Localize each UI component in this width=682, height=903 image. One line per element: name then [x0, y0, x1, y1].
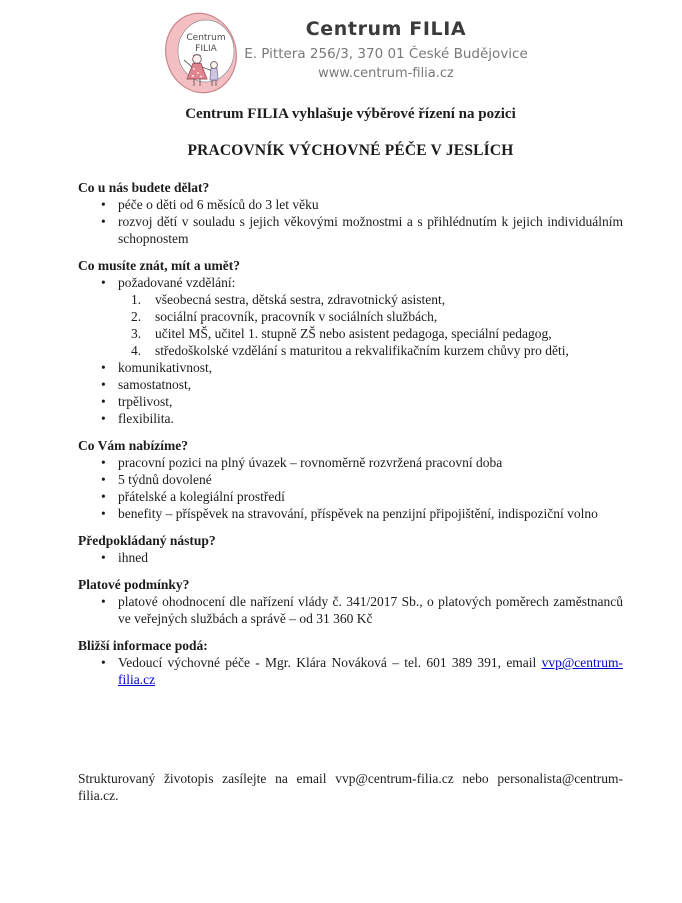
section-heading: Co Vám nabízíme?: [78, 438, 188, 453]
brand-name: Centrum FILIA: [305, 18, 467, 40]
bullet-item: • flexibilita.: [78, 410, 623, 427]
section-contact: [78, 637, 623, 688]
bullet-item: • péče o děti od 6 měsíců do 3 let věku: [78, 196, 623, 213]
bullet-item: • pracovní pozici na plný úvazek – rovnoměrně rozvržená pracovní doba: [78, 454, 623, 471]
footer-note: Strukturovaný životopis zasílejte na email vvp@centrum-filia.cz nebo personalista@centrum-filia.cz.: [78, 771, 623, 803]
document-content: [78, 100, 623, 698]
numbered-item: učitel MŠ, učitel 1. stupně ZŠ nebo asistent pedagoga, speciální pedagog,: [155, 326, 552, 341]
section-what-you-do: [78, 179, 623, 247]
contact-bullet: [78, 654, 623, 688]
sections: [78, 179, 623, 688]
bullet-item: • rozvoj dětí v souladu s jejich věkovými možnostmi a s přihlédnutím k jejich individuálním schopnostem: [78, 213, 623, 247]
bullet-item: • samostatnost,: [78, 376, 623, 393]
contact-text: Vedoucí výchovné péče - Mgr. Klára Nováková – tel. 601 389 391, email: [118, 655, 542, 670]
logo-text-line1: Centrum: [186, 33, 226, 43]
bullet-item: • benefity – příspěvek na stravování, příspěvek na penzijní připojištění, indispoziční volno: [78, 505, 623, 522]
section-heading: Co u nás budete dělat?: [78, 180, 210, 195]
announcement-title: Centrum FILIA vyhlašuje výběrové řízení na pozici: [185, 106, 516, 122]
logo-graphic: [163, 10, 245, 96]
bullet-item: • ihned: [78, 549, 623, 566]
section-heading: Co musíte znát, mít a umět?: [78, 258, 240, 273]
position-title: PRACOVNÍK VÝCHOVNÉ PÉČE V JESLÍCH: [187, 142, 514, 159]
numbered-item: všeobecná sestra, dětská sestra, zdravotnický asistent,: [155, 292, 446, 307]
section-salary: [78, 576, 623, 627]
bullet-item: • přátelské a kolegiální prostředí: [78, 488, 623, 505]
bullet-item: • trpělivost,: [78, 393, 623, 410]
logo-text-line2: FILIA: [195, 44, 217, 54]
bullet-item: • komunikativnost,: [78, 359, 623, 376]
website-url: www.centrum-filia.cz: [318, 66, 454, 81]
contact-email-link[interactable]: vvp@centrum-filia.cz: [118, 655, 623, 687]
section-heading: Bližší informace podá:: [78, 638, 208, 653]
section-heading: Platové podmínky?: [78, 577, 190, 592]
numbered-item: sociální pracovník, pracovník v sociálních službách,: [155, 309, 438, 324]
letterhead: [0, 0, 682, 98]
section-heading: Předpokládaný nástup?: [78, 533, 216, 548]
letterhead-text: [238, 17, 534, 82]
section-requirements: [78, 257, 623, 427]
section-start-date: [78, 532, 623, 566]
centrum-filia-logo: [163, 10, 245, 96]
section-offer: [78, 437, 623, 522]
address-line: E. Pittera 256/3, 370 01 České Budějovice: [244, 46, 528, 62]
bullet-item: • požadované vzdělání:: [78, 274, 623, 291]
education-options-list: [78, 291, 623, 359]
bullet-item: • platové ohodnocení dle nařízení vlády č. 341/2017 Sb., o platových poměrech zaměstnanců ve veřejných službách a správě – od 31 360 Kč: [78, 593, 623, 627]
numbered-item: středoškolské vzdělání s maturitou a rekvalifikačním kurzem chůvy pro děti,: [155, 343, 569, 358]
bullet-item: • 5 týdnů dovolené: [78, 471, 623, 488]
